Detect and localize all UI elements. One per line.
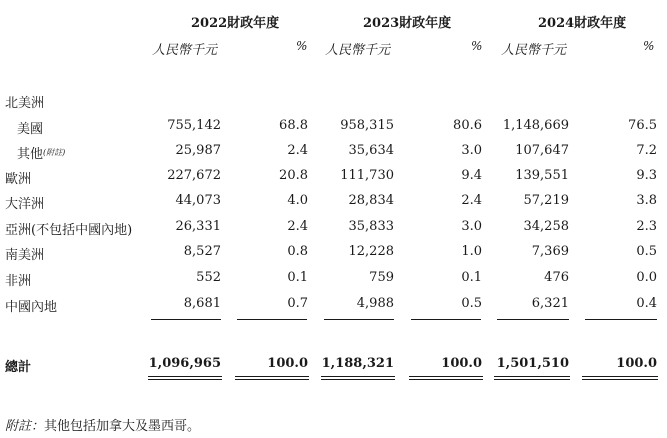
region-label-text: 其他: [17, 147, 44, 162]
cell-2023-amount: 28,834: [348, 193, 394, 208]
cell-2023-pct: 9.4: [461, 168, 482, 183]
cell-2024-amount: 476: [544, 270, 569, 285]
cell-2022-pct: 4.0: [287, 193, 308, 208]
cell-2023-amount: 111,730: [340, 168, 394, 183]
region-label: [5, 296, 57, 315]
cell-2024-pct: 7.2: [636, 143, 657, 158]
cell-2024-pct: 2.3: [636, 219, 657, 234]
cell-2022-pct: 0.7: [287, 296, 308, 311]
region-label-text: 大洋洲: [5, 197, 45, 212]
cell-2022-pct: 20.8: [279, 168, 308, 183]
cell-2024-pct: 3.8: [636, 193, 657, 208]
unit-header-2022: 人民幣千元: [152, 43, 218, 58]
region-label: [5, 193, 44, 212]
year-header-2023: 2023財政年度: [363, 16, 452, 31]
cell-2024-amount: 57,219: [523, 193, 569, 208]
cell-2022-amount: 8,681: [183, 296, 221, 311]
footnote: [5, 415, 200, 434]
total-double-rule-2022-amount-bottom: [148, 379, 222, 380]
cell-2023-pct: 1.0: [461, 244, 482, 259]
total-double-rule-2024-pct-top: [582, 376, 658, 377]
cell-2024-pct: 0.5: [636, 244, 657, 259]
total-double-rule-2023-amount-top: [321, 376, 395, 377]
region-label-text: 中國內地: [5, 300, 58, 315]
cell-2024-pct: 9.3: [636, 168, 657, 183]
cell-2023-pct: 80.6: [453, 118, 482, 133]
pct-header-2024: %: [643, 39, 655, 53]
total-2023-pct: 100.0: [441, 356, 482, 371]
region-label: [5, 168, 31, 187]
region-label: [17, 118, 43, 137]
total-2023-amount: 1,188,321: [321, 356, 394, 371]
cell-2024-pct: 76.5: [628, 118, 657, 133]
subtotal-rule-2023-amount: [324, 319, 394, 320]
cell-2024-amount: 34,258: [523, 219, 569, 234]
cell-2023-pct: 0.1: [461, 270, 482, 285]
cell-2022-amount: 227,672: [167, 168, 221, 183]
cell-2022-pct: 2.4: [287, 219, 308, 234]
total-double-rule-2023-pct-bottom: [409, 379, 483, 380]
region-label-text: 亞洲(不包括中國內地): [5, 223, 133, 238]
cell-2024-amount: 139,551: [515, 168, 569, 183]
total-2024-amount: 1,501,510: [496, 356, 569, 371]
cell-2023-pct: 3.0: [461, 219, 482, 234]
total-double-rule-2024-pct-bottom: [582, 379, 658, 380]
cell-2022-pct: 68.8: [279, 118, 308, 133]
unit-header-2023: 人民幣千元: [325, 43, 391, 58]
year-header-2024: 2024財政年度: [538, 16, 627, 31]
cell-2023-pct: 2.4: [461, 193, 482, 208]
total-double-rule-2023-amount-bottom: [321, 379, 395, 380]
region-label: [5, 244, 44, 263]
footnote-text: 其他包括加拿大及墨西哥。: [44, 419, 201, 434]
cell-2022-amount: 25,987: [175, 143, 221, 158]
cell-2023-amount: 958,315: [340, 118, 394, 133]
total-label: 總計: [5, 360, 32, 375]
cell-2023-amount: 35,833: [348, 219, 394, 234]
cell-2024-amount: 6,321: [531, 296, 569, 311]
cell-2023-amount: 4,988: [356, 296, 394, 311]
region-note-marker: (附註): [43, 148, 66, 157]
region-label: [5, 270, 31, 289]
cell-2022-amount: 44,073: [175, 193, 221, 208]
total-double-rule-2022-pct-bottom: [235, 379, 309, 380]
cell-2022-amount: 8,527: [183, 244, 221, 259]
region-label-text: 南美洲: [5, 248, 45, 263]
total-2022-pct: 100.0: [267, 356, 308, 371]
total-double-rule-2024-amount-bottom: [494, 379, 570, 380]
region-heading-north-america: 北美洲: [5, 96, 45, 111]
year-header-2022: 2022財政年度: [191, 16, 280, 31]
cell-2023-amount: 35,634: [348, 143, 394, 158]
cell-2023-pct: 0.5: [461, 296, 482, 311]
cell-2023-pct: 3.0: [461, 143, 482, 158]
cell-2022-pct: 0.1: [287, 270, 308, 285]
cell-2024-amount: 107,647: [515, 143, 569, 158]
total-double-rule-2022-amount-top: [148, 376, 222, 377]
total-double-rule-2022-pct-top: [235, 376, 309, 377]
cell-2023-amount: 759: [369, 270, 394, 285]
subtotal-rule-2023-pct: [411, 319, 481, 320]
region-label-text: 非洲: [5, 274, 32, 289]
region-label: [5, 219, 132, 238]
cell-2024-pct: 0.4: [636, 296, 657, 311]
region-label: [17, 143, 65, 162]
total-double-rule-2024-amount-top: [494, 376, 570, 377]
cell-2022-pct: 0.8: [287, 244, 308, 259]
unit-header-2024: 人民幣千元: [501, 43, 567, 58]
region-label-text: 美國: [17, 122, 44, 137]
pct-header-2022: %: [296, 39, 308, 53]
subtotal-rule-2022-pct: [237, 319, 307, 320]
subtotal-rule-2024-amount: [497, 319, 569, 320]
footnote-prefix: 附註：: [5, 419, 45, 434]
cell-2022-pct: 2.4: [287, 143, 308, 158]
total-2022-amount: 1,096,965: [148, 356, 221, 371]
cell-2022-amount: 755,142: [167, 118, 221, 133]
total-double-rule-2023-pct-top: [409, 376, 483, 377]
subtotal-rule-2024-pct: [585, 319, 657, 320]
region-label-text: 歐洲: [5, 172, 32, 187]
cell-2022-amount: 552: [196, 270, 221, 285]
total-2024-pct: 100.0: [616, 356, 657, 371]
subtotal-rule-2022-amount: [151, 319, 221, 320]
pct-header-2023: %: [471, 39, 483, 53]
cell-2022-amount: 26,331: [175, 219, 221, 234]
cell-2024-amount: 1,148,669: [502, 118, 569, 133]
cell-2024-pct: 0.0: [636, 270, 657, 285]
cell-2024-amount: 7,369: [531, 244, 569, 259]
cell-2023-amount: 12,228: [348, 244, 394, 259]
